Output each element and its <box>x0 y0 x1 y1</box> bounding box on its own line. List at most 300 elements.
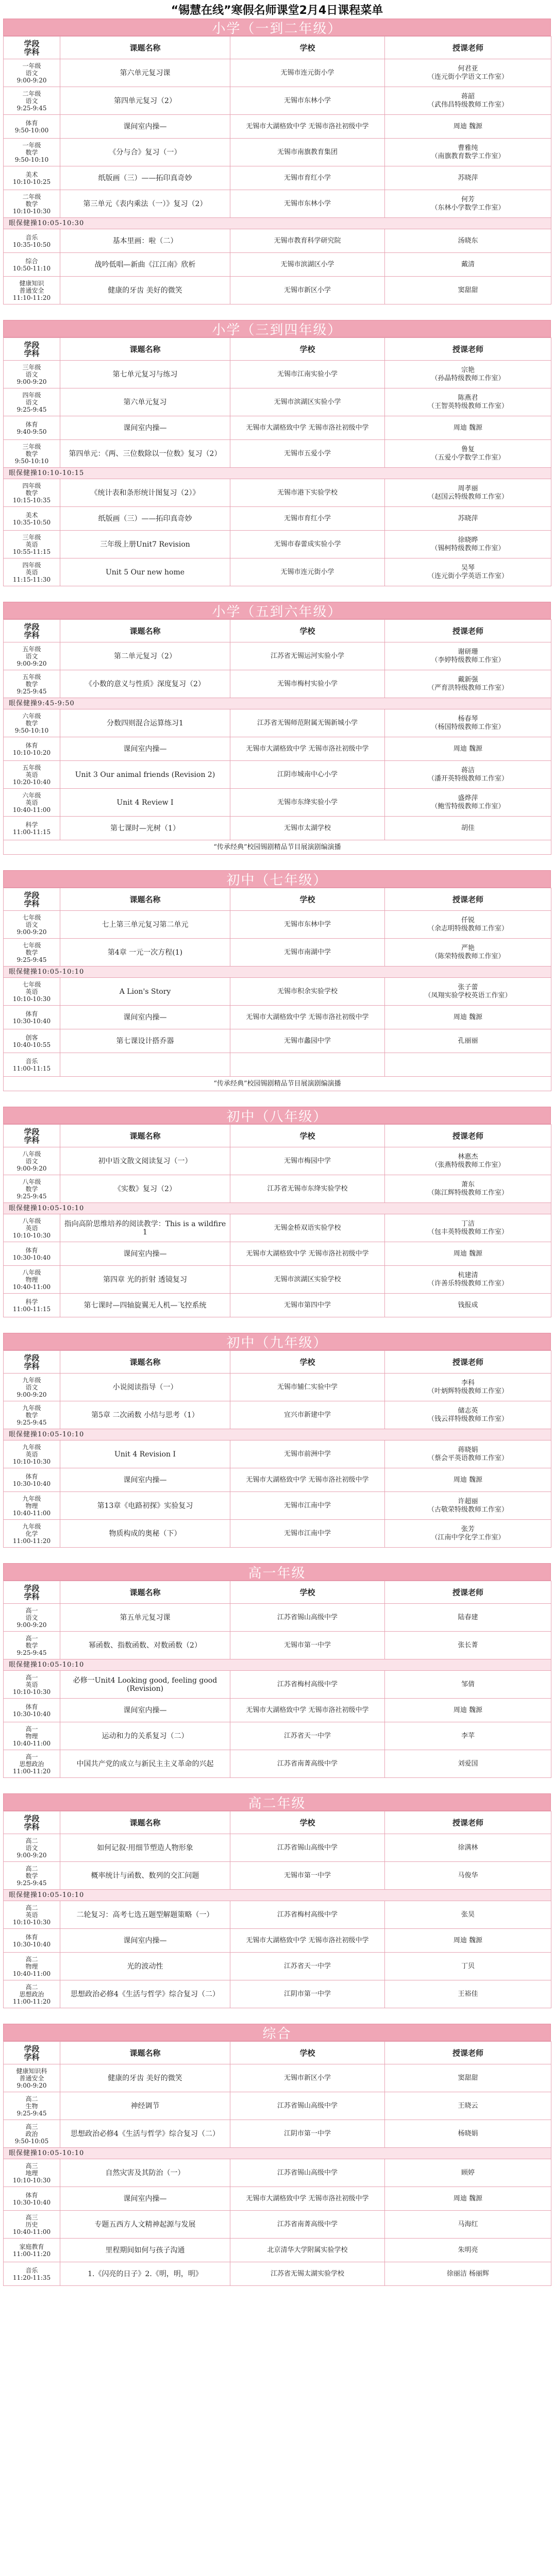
lesson-cell <box>4 388 60 416</box>
topic-cell[interactable]: 第七课设计搭乔器 <box>60 1029 230 1053</box>
lesson-cell <box>4 531 60 558</box>
topic-cell[interactable]: 第五单元复习课 <box>60 1604 230 1632</box>
lesson-cell <box>4 1492 60 1520</box>
school-cell: 无锡市第一中学 <box>230 1632 385 1659</box>
topic-cell[interactable]: 初中语文散文阅读复习（一） <box>60 1147 230 1175</box>
lesson-text: 体育 <box>25 1010 38 1018</box>
lesson-cell <box>4 1214 60 1242</box>
schedule-table <box>3 1124 551 1317</box>
header-teacher: 授课老师 <box>385 37 551 59</box>
table-row <box>4 253 551 277</box>
topic-cell[interactable]: 基本里画：啦（二） <box>60 229 230 253</box>
table-row <box>4 939 551 967</box>
teacher-text: 谢研珊 <box>458 648 478 656</box>
header-topic: 课题名称 <box>60 1811 230 1834</box>
topic-cell[interactable]: 课间室内操— <box>60 1006 230 1029</box>
lesson-text: 9:50-10:05 <box>14 2137 49 2145</box>
section <box>3 2024 551 2286</box>
lesson-text: 美术 <box>25 171 38 178</box>
school-cell: 江苏省南菁高级中学 <box>230 2211 385 2239</box>
topic-cell[interactable]: 物质构成的奥秘（下） <box>60 1520 230 1548</box>
topic-cell[interactable]: 三年级上册Unit7 Revision <box>60 531 230 558</box>
header-lesson-text: 学段 <box>24 1127 40 1137</box>
lesson-text: 九年级 <box>22 1404 41 1412</box>
note-row <box>4 840 551 855</box>
table-row <box>4 1953 551 1980</box>
lesson-text: 10:50-11:10 <box>12 264 51 272</box>
schedule-table <box>3 619 551 855</box>
lesson-cell <box>4 1147 60 1175</box>
topic-cell[interactable]: Unit 4 Review I <box>60 789 230 817</box>
teacher-text: （李婷特级教师工作室） <box>431 656 505 664</box>
table-row <box>4 1006 551 1029</box>
table-row <box>4 2159 551 2187</box>
topic-cell[interactable]: Unit 5 Our new home <box>60 558 230 586</box>
break-label: 眼保健操10:05-10:30 <box>4 218 551 229</box>
school-cell: 无锡市南旗教育集团 <box>230 139 385 166</box>
header-lesson-text: 学科 <box>24 1135 40 1145</box>
teacher-cell <box>385 1492 551 1520</box>
header-row <box>4 1581 551 1604</box>
teacher-cell <box>385 59 551 87</box>
topic-cell[interactable]: 课间室内操— <box>60 1929 230 1953</box>
lesson-text: 九年级 <box>22 1443 41 1451</box>
lesson-text: 美术 <box>25 511 38 519</box>
header-lesson <box>4 1125 60 1147</box>
table-row <box>4 388 551 416</box>
lesson-text: 10:15-10:35 <box>12 496 51 504</box>
break-label: 眼保健操10:05-10:10 <box>4 1659 551 1671</box>
topic-cell[interactable]: 第六单元复习 <box>60 388 230 416</box>
teacher-text: 周迪 魏源 <box>453 744 483 753</box>
school-cell: 无锡市江南中学 <box>230 1492 385 1520</box>
lesson-text: 七年级 <box>22 980 41 988</box>
table-row <box>4 709 551 737</box>
teacher-text: 马海红 <box>458 2220 478 2228</box>
lesson-text: 10:55-11:15 <box>12 548 51 555</box>
lesson-text: 11:15-11:30 <box>12 575 51 583</box>
topic-cell[interactable]: 如何记叙·用细节塑造人物形象 <box>60 1834 230 1862</box>
teacher-text: （五爱小学数学工作室） <box>431 453 505 462</box>
lesson-text: 10:40-11:00 <box>12 1283 51 1291</box>
section <box>3 870 551 1091</box>
school-cell: 江苏省南菁高级中学 <box>230 1750 385 1778</box>
lesson-text: 10:30-10:40 <box>12 1710 51 1718</box>
lesson-cell <box>4 558 60 586</box>
topic-cell[interactable]: 概率统计与函数、数列的交汇问题 <box>60 1862 230 1890</box>
teacher-text: （南旗教育数学工作室） <box>431 152 505 160</box>
header-lesson <box>4 338 60 361</box>
lesson-text: 九年级 <box>22 1376 41 1384</box>
header-lesson-text: 学科 <box>24 899 40 908</box>
table-row <box>4 190 551 218</box>
header-lesson <box>4 37 60 59</box>
teacher-text: 窦甜甜 <box>458 286 478 294</box>
table-row <box>4 1901 551 1929</box>
teacher-cell <box>385 1699 551 1722</box>
header-teacher: 授课老师 <box>385 620 551 642</box>
lesson-text: 语文 <box>25 370 38 378</box>
lesson-text: 五年级 <box>22 764 41 771</box>
teacher-cell <box>385 2262 551 2286</box>
teacher-cell <box>385 2064 551 2092</box>
lesson-text: 健康知识科 <box>16 2067 47 2075</box>
lesson-text: 高三 <box>25 2123 38 2130</box>
lesson-text: 9:25-9:45 <box>16 1649 47 1656</box>
topic-cell[interactable]: 《小数的意义与性质》深度复习（2） <box>60 670 230 698</box>
table-row <box>4 1147 551 1175</box>
lesson-cell <box>4 1266 60 1294</box>
school-cell: 无锡市滨湖区实验学校 <box>230 1266 385 1294</box>
topic-cell[interactable]: 二轮复习：高考七选五题型解题策略（一） <box>60 1901 230 1929</box>
topic-cell[interactable]: 第七课时—光树（1） <box>60 817 230 840</box>
lesson-text: 五年级 <box>22 673 41 681</box>
lesson-text: 9:00-9:20 <box>16 2081 47 2089</box>
topic-cell[interactable]: 第4章 一元一次方程(1) <box>60 939 230 967</box>
teacher-text: （武伟昌特级教师工作室） <box>427 100 508 109</box>
section-banner: 初中（八年级） <box>3 1107 551 1124</box>
teacher-cell <box>385 87 551 115</box>
topic-cell[interactable]: 第六单元复习课 <box>60 59 230 87</box>
lesson-text: 语文 <box>25 1383 38 1391</box>
lesson-text: 八年级 <box>22 1217 41 1225</box>
break-row <box>4 1890 551 1901</box>
teacher-text: 储志英 <box>458 1406 478 1415</box>
topic-cell[interactable]: 《分与合》复习（一） <box>60 139 230 166</box>
header-lesson <box>4 1351 60 1374</box>
lesson-cell <box>4 709 60 737</box>
teacher-text: 苏晓萍 <box>458 514 478 522</box>
lesson-text: 9:50-10:10 <box>14 457 49 465</box>
lesson-cell <box>4 1520 60 1548</box>
topic-cell[interactable]: 战吟低唱—新曲《江江南》欣析 <box>60 253 230 277</box>
topic-cell[interactable]: 课间室内操— <box>60 416 230 440</box>
topic-cell[interactable]: 课间室内操— <box>60 1468 230 1492</box>
teacher-text: 宗艳 <box>461 366 475 374</box>
teacher-text: 徐丽洁 杨丽辉 <box>446 2269 490 2278</box>
school-cell: 无锡市新区小学 <box>230 2064 385 2092</box>
teacher-text: 孔丽丽 <box>458 1037 478 1045</box>
teacher-cell <box>385 1520 551 1548</box>
break-row <box>4 468 551 479</box>
topic-cell[interactable]: 健康的牙齿 美好的微笑 <box>60 277 230 304</box>
school-cell: 江苏省无锡运河实验小学 <box>230 642 385 670</box>
teacher-cell <box>385 2092 551 2120</box>
schedule-table <box>3 36 551 304</box>
teacher-text: 李苹 <box>461 1732 475 1740</box>
topic-cell[interactable]: 七上第三单元复习第二单元 <box>60 911 230 939</box>
lesson-text: 创客 <box>25 1033 38 1041</box>
topic-cell[interactable]: 里程期间如何与孩子沟通 <box>60 2239 230 2262</box>
topic-cell[interactable]: 第四章 光的折射 透镜复习 <box>60 1266 230 1294</box>
topic-cell[interactable]: 专题五西方人文精神起源与发展 <box>60 2211 230 2239</box>
teacher-text: 何君亚 <box>458 64 478 73</box>
teacher-text: 张子蕾 <box>458 983 478 991</box>
table-row <box>4 277 551 304</box>
topic-cell[interactable]: 运动和力的关系复习（二） <box>60 1722 230 1750</box>
lesson-cell <box>4 416 60 440</box>
header-lesson-text: 学科 <box>24 1361 40 1371</box>
teacher-text: （古敬荣特级教师工作室） <box>427 1505 508 1514</box>
topic-cell[interactable]: 第13章《电路初探》实验复习 <box>60 1492 230 1520</box>
lesson-text: 英语 <box>25 1450 38 1458</box>
lesson-text: 9:25-9:45 <box>16 1879 47 1887</box>
lesson-text: 高二 <box>25 1955 38 1963</box>
section <box>3 320 551 586</box>
section-banner: 小学（一到二年级） <box>3 19 551 36</box>
teacher-text: 陆春建 <box>458 1613 478 1621</box>
teacher-cell <box>385 1401 551 1429</box>
lesson-text: 思想政治 <box>19 1760 44 1768</box>
section-banner: 小学（三到四年级） <box>3 320 551 337</box>
header-teacher: 授课老师 <box>385 1351 551 1374</box>
lesson-text: 9:25-9:45 <box>16 1192 47 1200</box>
teacher-text: （东林小学数学工作室） <box>431 204 505 212</box>
teacher-cell <box>385 479 551 507</box>
topic-cell[interactable]: 课间室内操— <box>60 1242 230 1266</box>
table-row <box>4 1834 551 1862</box>
teacher-cell <box>385 709 551 737</box>
lesson-cell <box>4 1029 60 1053</box>
lesson-text: 9:50-10:00 <box>14 126 49 134</box>
break-row <box>4 2148 551 2159</box>
teacher-text: 丁洁 <box>461 1219 475 1228</box>
schedule-table <box>3 1811 551 2008</box>
topic-cell[interactable]: 课间室内操— <box>60 2187 230 2211</box>
lesson-text: 数学 <box>25 148 38 156</box>
lesson-cell <box>4 911 60 939</box>
note-text: “传承经典”校园锡剧精品节目展演剧编演播 <box>4 840 551 855</box>
teacher-text: （江南中学化学工作室） <box>431 1533 505 1541</box>
lesson-text: 体育 <box>25 2191 38 2199</box>
topic-cell[interactable]: A Lion's Story <box>60 978 230 1006</box>
topic-cell[interactable]: 课间室内操— <box>60 115 230 139</box>
teacher-cell <box>385 1953 551 1980</box>
lesson-text: 化学 <box>25 1530 38 1537</box>
school-cell: 无锡市大湖格致中学 无锡市洛社初级中学 <box>230 737 385 761</box>
topic-cell[interactable]: 第5章 二次函数 小结与思考（1） <box>60 1401 230 1429</box>
topic-cell[interactable]: 纸版画（三）——拓印真奇妙 <box>60 507 230 531</box>
section <box>3 602 551 855</box>
teacher-text: 杨晓娟 <box>458 2129 478 2138</box>
topic-cell[interactable]: 第七单元复习与练习 <box>60 361 230 388</box>
table-row <box>4 1492 551 1520</box>
teacher-cell <box>385 2187 551 2211</box>
lesson-text: 11:00-11:20 <box>12 1997 51 2005</box>
topic-cell[interactable]: 幂函数、指数函数、对数函数（2） <box>60 1632 230 1659</box>
school-cell: 无锡市大湖格致中学 无锡市洛社初级中学 <box>230 2187 385 2211</box>
lesson-cell <box>4 1053 60 1077</box>
teacher-text: 仟锐 <box>461 916 475 924</box>
school-cell: 无锡市春蕾成实验小学 <box>230 531 385 558</box>
header-row <box>4 2042 551 2064</box>
table-row <box>4 1750 551 1778</box>
lesson-cell <box>4 59 60 87</box>
school-cell: 江阴市第一中学 <box>230 1980 385 2008</box>
lesson-text: 高二 <box>25 1865 38 1872</box>
lesson-text: 9:00-9:20 <box>16 1391 47 1398</box>
topic-cell[interactable]: 小说阅读指导（一） <box>60 1374 230 1401</box>
table-row <box>4 1929 551 1953</box>
teacher-text: 周迪 魏源 <box>453 1476 483 1484</box>
teacher-cell <box>385 1266 551 1294</box>
header-lesson <box>4 1581 60 1604</box>
header-teacher: 授课老师 <box>385 1125 551 1147</box>
lesson-text: 普通安全 <box>19 286 44 294</box>
topic-cell[interactable]: 思想政治必修4《生活与哲学》综合复习（二） <box>60 2120 230 2148</box>
header-lesson-text: 学段 <box>24 1353 40 1363</box>
topic-cell[interactable]: 健康的牙齿 美好的微笑 <box>60 2064 230 2092</box>
topic-cell[interactable]: 思想政治必修4《生活与哲学》综合复习（二） <box>60 1980 230 2008</box>
school-cell: 无锡市太湖学校 <box>230 817 385 840</box>
topic-cell[interactable]: 第三单元《表内乘法（一）》复习（2） <box>60 190 230 218</box>
topic-cell[interactable]: 分数四则混合运算练习1 <box>60 709 230 737</box>
lesson-text: 数学 <box>25 948 38 956</box>
topic-cell[interactable]: 光的波动性 <box>60 1953 230 1980</box>
topic-cell[interactable]: Unit 3 Our animal friends (Revision 2) <box>60 761 230 789</box>
lesson-text: 英语 <box>25 1911 38 1919</box>
topic-cell[interactable]: 神经调节 <box>60 2092 230 2120</box>
header-lesson-text: 学段 <box>24 622 40 632</box>
lesson-text: 八年级 <box>22 1150 41 1158</box>
teacher-text: 严艳 <box>461 944 475 952</box>
teacher-text: 蒋韶 <box>461 92 475 100</box>
header-lesson-text: 学科 <box>24 348 40 358</box>
school-cell: 无锡市第一中学 <box>230 1862 385 1890</box>
teacher-cell <box>385 2120 551 2148</box>
lesson-text: 10:30-10:40 <box>12 2198 51 2206</box>
table-row <box>4 1053 551 1077</box>
schedule-table <box>3 1581 551 1778</box>
page-title: “锡慧在线”寒假名师课堂2月4日课程菜单 <box>171 4 383 17</box>
lesson-cell <box>4 1980 60 2008</box>
header-lesson-text: 学科 <box>24 1822 40 1832</box>
topic-cell[interactable]: 中国共产党的成立与新民主主义革命的兴起 <box>60 1750 230 1778</box>
sections-container <box>3 19 551 2286</box>
break-label: 眼保健操10:10-10:15 <box>4 468 551 479</box>
lesson-cell <box>4 1632 60 1659</box>
topic-cell[interactable]: 必修一Unit4 Looking good, feeling good (Revision) <box>60 1671 230 1699</box>
teacher-text: （蔡会平英语教师工作室） <box>427 1454 508 1462</box>
lesson-cell <box>4 479 60 507</box>
lesson-text: 体育 <box>25 1246 38 1254</box>
teacher-cell <box>385 1147 551 1175</box>
table-row <box>4 440 551 468</box>
lesson-text: 语文 <box>25 921 38 928</box>
lesson-text: 9:40-9:50 <box>16 428 47 435</box>
lesson-text: 物理 <box>25 1962 38 1970</box>
lesson-text: 10:10-10:30 <box>12 1688 51 1696</box>
header-school: 学校 <box>230 1581 385 1604</box>
topic-cell[interactable]: 纸版画（三）——拓印真奇妙 <box>60 166 230 190</box>
teacher-cell <box>385 440 551 468</box>
table-row <box>4 1214 551 1242</box>
lesson-text: 9:50-10:10 <box>14 156 49 163</box>
header-school: 学校 <box>230 1351 385 1374</box>
school-cell: 无锡市大湖格致中学 无锡市洛社初级中学 <box>230 115 385 139</box>
lesson-text: 9:25-9:45 <box>16 956 47 963</box>
teacher-text: 陈燕君 <box>458 394 478 402</box>
teacher-text: 戴新强 <box>458 675 478 684</box>
lesson-text: 10:30-10:40 <box>12 1480 51 1487</box>
topic-cell[interactable]: 第四单元：《两、三位数除以一位数》复习（2） <box>60 440 230 468</box>
lesson-cell <box>4 817 60 840</box>
teacher-text: 戴清 <box>461 260 475 268</box>
lesson-cell <box>4 1374 60 1401</box>
lesson-cell <box>4 190 60 218</box>
lesson-text: 11:20-11:35 <box>12 2274 51 2281</box>
topic-cell[interactable]: Unit 4 Revision I <box>60 1440 230 1468</box>
teacher-cell <box>385 139 551 166</box>
header-lesson-text: 学段 <box>24 39 40 48</box>
topic-cell[interactable]: 课间室内操— <box>60 737 230 761</box>
header-topic: 课题名称 <box>60 888 230 911</box>
header-topic: 课题名称 <box>60 2042 230 2064</box>
section-banner: 初中（七年级） <box>3 870 551 888</box>
topic-cell[interactable]: 1.《闪亮的日子》2.《明，明，明》 <box>60 2262 230 2286</box>
table-row <box>4 761 551 789</box>
topic-cell[interactable]: 第七课时—四轴旋翼无人机—飞控系统 <box>60 1294 230 1317</box>
table-row <box>4 1862 551 1890</box>
lesson-text: 物理 <box>25 1732 38 1740</box>
lesson-text: 9:00-9:20 <box>16 1164 47 1172</box>
teacher-text: （张燕特级教师工作室） <box>431 1161 505 1169</box>
lesson-text: 体育 <box>25 1933 38 1941</box>
header-topic: 课题名称 <box>60 338 230 361</box>
topic-cell[interactable]: 自然灾害及其防治（一） <box>60 2159 230 2187</box>
lesson-text: 9:25-9:45 <box>16 687 47 695</box>
topic-cell[interactable]: 第二单元复习（2） <box>60 642 230 670</box>
lesson-text: 10:10-10:30 <box>12 1231 51 1239</box>
topic-cell[interactable] <box>60 1053 230 1077</box>
topic-cell[interactable]: 第四单元复习（2） <box>60 87 230 115</box>
teacher-cell <box>385 277 551 304</box>
lesson-text: 历史 <box>25 2221 38 2228</box>
teacher-cell <box>385 642 551 670</box>
topic-cell[interactable]: 《实数》复习（2） <box>60 1175 230 1203</box>
teacher-text: 窦甜甜 <box>458 2074 478 2082</box>
lesson-text: 六年级 <box>22 712 41 720</box>
lesson-text: 9:25-9:45 <box>16 405 47 413</box>
teacher-text: 李科 <box>461 1379 475 1387</box>
lesson-text: 10:30-10:40 <box>12 1017 51 1025</box>
school-cell: 江苏省锡山高级中学 <box>230 2159 385 2187</box>
teacher-cell <box>385 166 551 190</box>
teacher-text: 曹雅纯 <box>458 144 478 152</box>
schedule-table <box>3 2041 551 2286</box>
table-row <box>4 642 551 670</box>
lesson-text: 普通安全 <box>19 2074 44 2082</box>
teacher-cell <box>385 1604 551 1632</box>
teacher-cell <box>385 1929 551 1953</box>
school-cell: 江阴市城南中心小学 <box>230 761 385 789</box>
topic-cell[interactable]: 课间室内操— <box>60 1699 230 1722</box>
table-row <box>4 2092 551 2120</box>
header-lesson-text: 学段 <box>24 1814 40 1823</box>
lesson-text: 体育 <box>25 420 38 428</box>
teacher-text: （鲍雪特级教师工作室） <box>431 802 505 810</box>
lesson-text: 九年级 <box>22 1522 41 1530</box>
lesson-text: 11:00-11:20 <box>12 1767 51 1775</box>
lesson-text: 一年级 <box>22 62 41 70</box>
teacher-text: （赵国云特级教师工作室） <box>427 493 508 501</box>
lesson-cell <box>4 1604 60 1632</box>
topic-cell[interactable]: 《统计表和条形统计图复习（2）》 <box>60 479 230 507</box>
table-row <box>4 2120 551 2148</box>
topic-cell[interactable]: 指向高阶思维培养的阅读教学：This is a wildfire 1 <box>60 1214 230 1242</box>
lesson-cell <box>4 1440 60 1468</box>
lesson-text: 10:10-10:30 <box>12 1458 51 1465</box>
